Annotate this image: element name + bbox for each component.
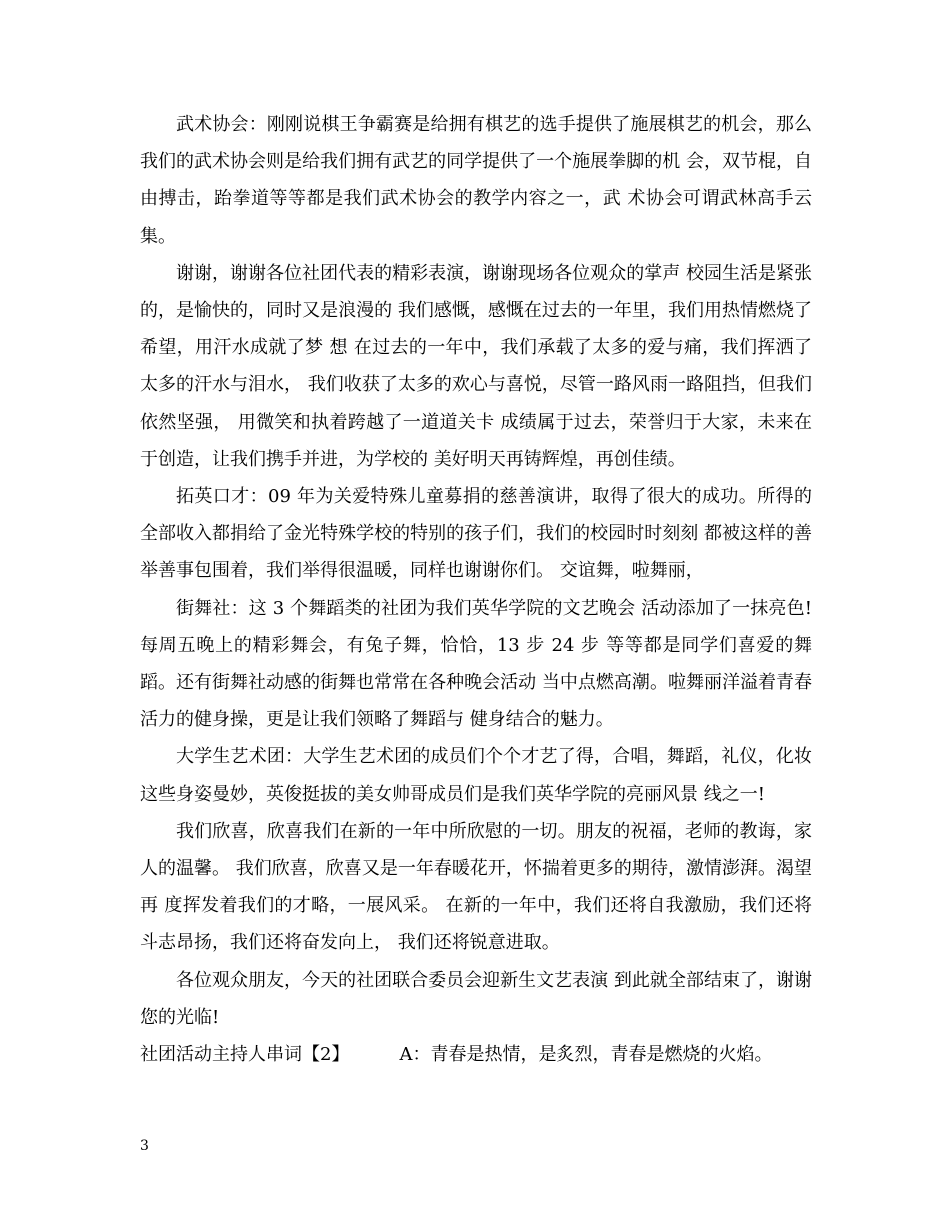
paragraph-closing: 各位观众朋友，今天的社团联合委员会迎新生文艺表演 到此就全部结束了，谢谢您的光临! <box>140 969 812 1028</box>
paragraph-joy: 我们欣喜，欣喜我们在新的一年中所欣慰的一切。朋友的祝福，老师的教诲，家人的温馨。 我们欣喜，欣喜又是一年春暖花开，怀揣着更多的期待，激情澎湃。渴望再 度挥发着我们的才略，一展风采。 在新的一年中，我们还将自我激励，我们还将斗志昂扬，我们还将奋发向上， 我们还将锐意进取。 <box>140 820 812 954</box>
final-line <box>140 1036 812 1073</box>
section-text: A：青春是热情，是炙烈，青春是燃烧的火焰。 <box>399 1044 773 1066</box>
paragraph-martial-arts: 武术协会：刚刚说棋王争霸赛是给拥有棋艺的选手提供了施展棋艺的机会，那么我们的武术协会则是给我们拥有武艺的同学提供了一个施展拳脚的机 会，双节棍，自由搏击，跆拳道等等都是我们武术协会的教学内容之一，武 术协会可谓武林高手云集。 <box>140 114 812 247</box>
document-body <box>140 106 812 1073</box>
paragraph-eloquence: 拓英口才：09 年为关爱特殊儿童募捐的慈善演讲，取得了很大的成功。所得的全部收入都捐给了金光特殊学校的特别的孩子们，我们的校园时时刻刻 都被这样的善举善事包围着，我们举得很温暖，同样也谢谢你们。 交谊舞，啦舞丽， <box>140 486 812 582</box>
paragraph-street-dance: 街舞社：这 3 个舞蹈类的社团为我们英华学院的文艺晚会 活动添加了一抹亮色!每周五晚上的精彩舞会，有兔子舞，恰恰，13 步 24 步 等等都是同学们喜爱的舞蹈。还有街舞社动感的街舞也常常在各种晚会活动 当中点燃高潮。啦舞丽洋溢着青春活力的健身操，更是让我们领略了舞蹈与 健身结合的魅力。 <box>140 597 812 731</box>
paragraph-thanks: 谢谢，谢谢各位社团代表的精彩表演，谢谢现场各位观众的掌声 校园生活是紧张的，是愉快的，同时又是浪漫的 我们感慨，感慨在过去的一年里，我们用热情燃烧了希望，用汗水成就了梦 想 在过去的一年中，我们承载了太多的爱与痛，我们挥洒了太多的汗水与泪水， 我们收获了太多的欢心与喜悦，尽管一路风雨一路阻挡，但我们依然坚强， 用微笑和执着跨越了一道道关卡 成绩属于过去，荣誉归于大家，未来在于创造，让我们携手并进，为学校的 美好明天再铸辉煌，再创佳绩。 <box>140 262 812 470</box>
section-heading: 社团活动主持人串词【2】 <box>140 1044 350 1066</box>
paragraph-art-troupe: 大学生艺术团：大学生艺术团的成员们个个才艺了得，合唱，舞蹈，礼仪，化妆这些身姿曼妙，英俊挺拔的美女帅哥成员们是我们英华学院的亮丽风景 线之一! <box>140 746 812 805</box>
page-number: 3 <box>140 1138 149 1154</box>
